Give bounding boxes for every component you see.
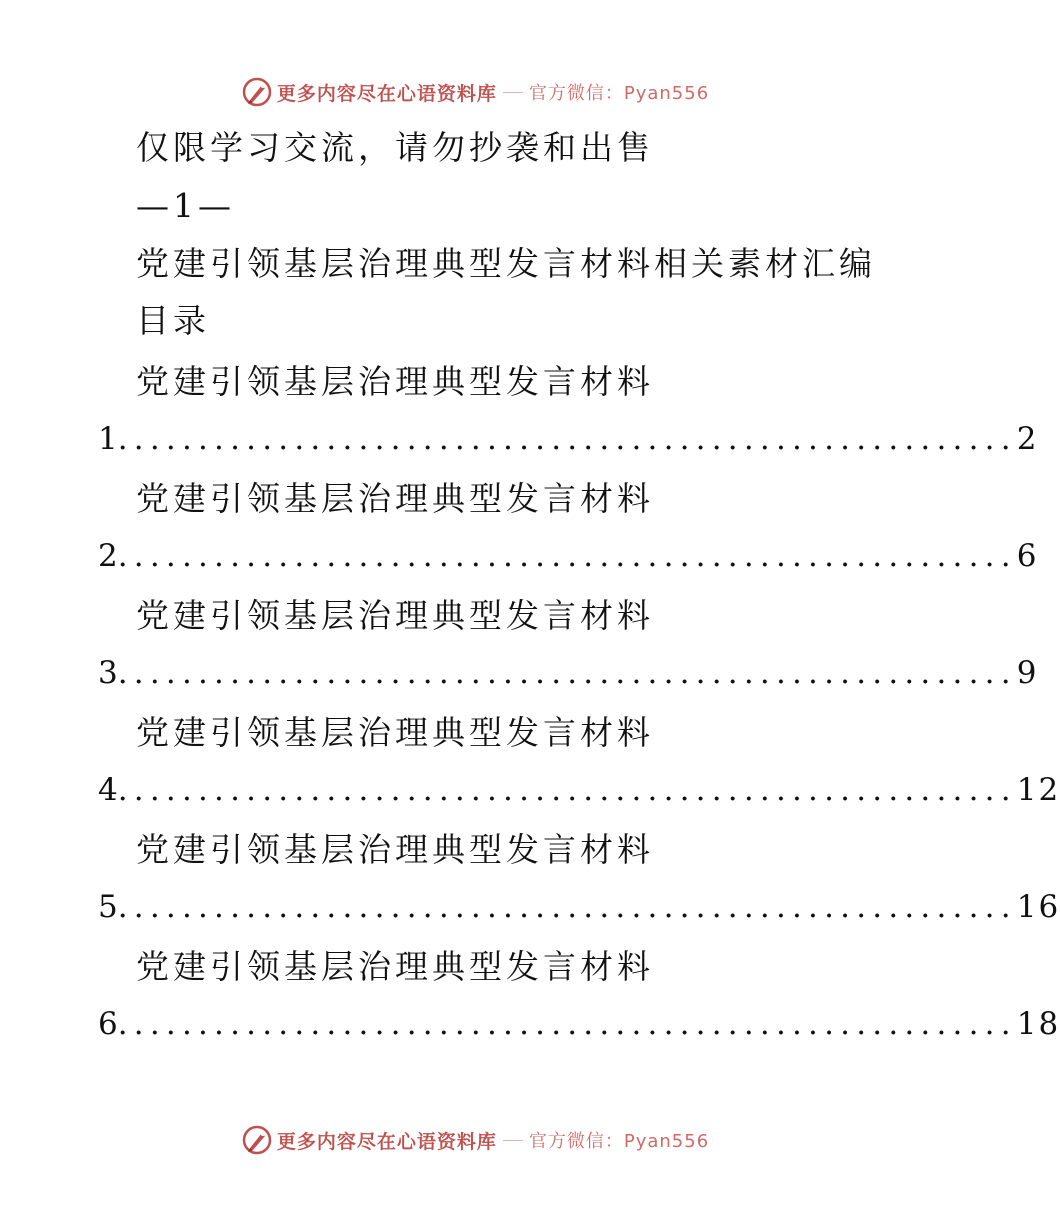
toc-entry-number: 2 <box>98 538 118 574</box>
header-separator <box>503 92 523 93</box>
toc-entry-leader[interactable] <box>98 1004 1060 1044</box>
header-banner <box>0 72 950 112</box>
toc-entry-page: 16 <box>1016 889 1060 925</box>
header-contact-text: 官方微信：Pyan556 <box>528 83 710 104</box>
toc-entry-leader[interactable] <box>98 536 1039 576</box>
footer-brand-text: 更多内容尽在心语资料库 <box>276 1130 497 1153</box>
toc-entry-page: 6 <box>1016 538 1039 574</box>
footer-contact-text: 官方微信：Pyan556 <box>528 1131 710 1152</box>
toc-dot-leader: ........................................................ <box>117 889 1017 925</box>
toc-heading: 目录 <box>136 301 210 340</box>
page-marker: —1— <box>136 186 235 225</box>
toc-dot-leader: ........................................................ <box>117 772 1017 808</box>
toc-entry-title[interactable]: 党建引领基层治理典型发言材料 <box>136 830 654 869</box>
toc-entry-number: 6 <box>98 1006 118 1042</box>
toc-dot-leader: ........................................................ <box>117 655 1017 691</box>
toc-entry-page: 18 <box>1016 1006 1060 1042</box>
document-title: 党建引领基层治理典型发言材料相关素材汇编 <box>136 244 876 283</box>
toc-entry-number: 4 <box>98 772 118 808</box>
toc-entry-number: 5 <box>98 889 118 925</box>
footer-banner <box>0 1120 950 1160</box>
toc-dot-leader: ........................................................ <box>117 421 1017 457</box>
toc-entry-page: 9 <box>1016 655 1039 691</box>
toc-entry-number: 1 <box>98 421 118 457</box>
notice-line: 仅限学习交流，请勿抄袭和出售 <box>136 128 654 167</box>
footer-separator <box>503 1140 523 1141</box>
toc-entry-leader[interactable] <box>98 653 1039 693</box>
toc-entry-title[interactable]: 党建引领基层治理典型发言材料 <box>136 713 654 752</box>
toc-entry-page: 2 <box>1016 421 1039 457</box>
toc-entry-leader[interactable] <box>98 887 1060 927</box>
toc-entry-title[interactable]: 党建引领基层治理典型发言材料 <box>136 479 654 518</box>
toc-dot-leader: ........................................................ <box>117 538 1017 574</box>
toc-entry-page: 12 <box>1016 772 1060 808</box>
toc-entry-leader[interactable] <box>98 419 1039 459</box>
toc-entry-title[interactable]: 党建引领基层治理典型发言材料 <box>136 596 654 635</box>
toc-dot-leader: ........................................................ <box>117 1006 1017 1042</box>
toc-entry-number: 3 <box>98 655 118 691</box>
pen-logo-icon <box>241 76 273 108</box>
toc-entry-title[interactable]: 党建引领基层治理典型发言材料 <box>136 947 654 986</box>
toc-entry-leader[interactable] <box>98 770 1060 810</box>
toc-entry-title[interactable]: 党建引领基层治理典型发言材料 <box>136 362 654 401</box>
header-brand-text: 更多内容尽在心语资料库 <box>276 82 497 105</box>
pen-logo-icon <box>241 1124 273 1156</box>
